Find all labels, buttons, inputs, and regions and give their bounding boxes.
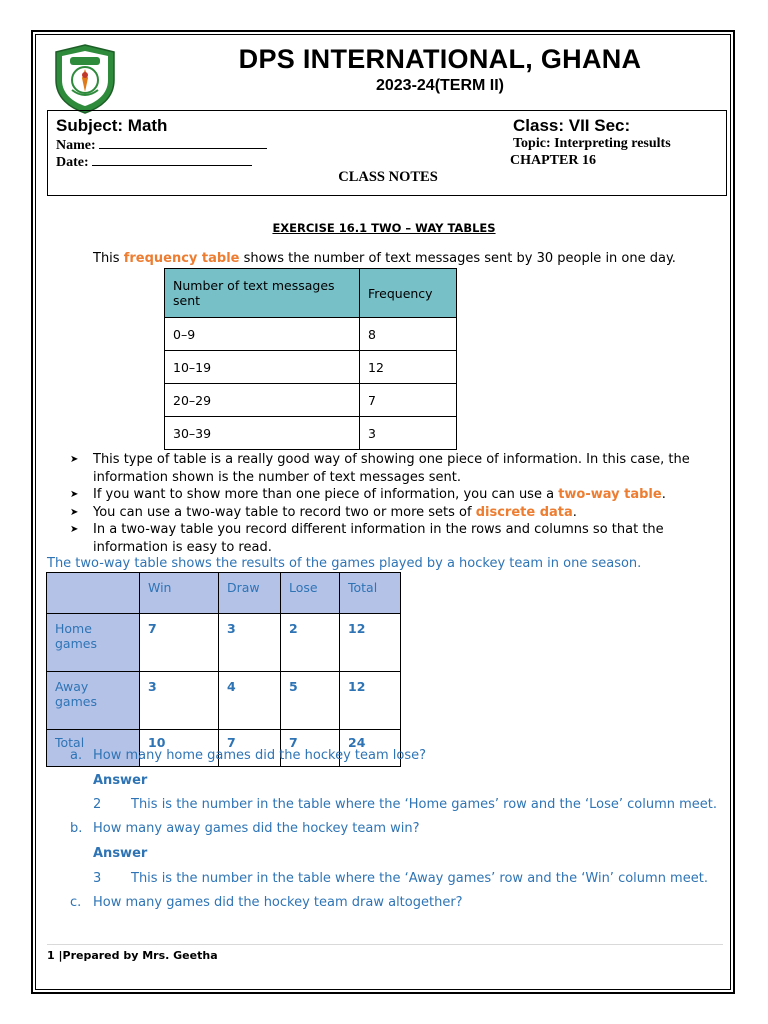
answer-value: 2	[93, 797, 102, 812]
question-text: How many home games did the hockey team lose?	[93, 748, 426, 763]
table-cell: 3	[140, 672, 219, 730]
table-cell: 20–29	[165, 384, 360, 417]
list-item: ➤ In a two-way table you record different information in the rows and columns so that the information is easy to read.	[70, 522, 664, 555]
class-label: Class: VII Sec:	[513, 116, 631, 135]
hockey-header-win: Win	[140, 573, 219, 614]
exercise-title: EXERCISE 16.1 TWO – WAY TABLES	[272, 221, 496, 235]
footer	[47, 949, 218, 962]
table-cell: 8	[360, 318, 457, 351]
answer-explanation: This is the number in the table where the ‘Home games’ row and the ‘Lose’ column meet.	[131, 797, 718, 812]
table-cell: 24	[340, 730, 401, 767]
arrow-bullet-icon: ➤	[70, 454, 79, 465]
subject-label: Subject: Math	[56, 116, 168, 135]
table-cell: 10–19	[165, 351, 360, 384]
freq-header-frequency: Frequency	[360, 269, 457, 318]
arrow-bullet-icon: ➤	[70, 524, 79, 535]
date-field[interactable]: Date:	[56, 153, 252, 171]
hockey-table	[46, 572, 401, 767]
hockey-intro: The two-way table shows the results of the games played by a hockey team in one season.	[47, 556, 642, 571]
row-label-total: Total	[47, 730, 140, 767]
table-cell: 12	[340, 614, 401, 672]
page-number: 1	[47, 949, 55, 962]
school-logo-icon	[50, 42, 120, 116]
term-year: 2023-24(TERM II)	[375, 77, 505, 94]
arrow-bullet-icon: ➤	[70, 489, 79, 500]
row-label-home-games: Home games	[47, 614, 140, 672]
chapter-label: CHAPTER 16	[510, 153, 596, 168]
freq-header-messages: Number of text messages sent	[165, 269, 360, 318]
table-cell: 7	[281, 730, 340, 767]
table-cell: 5	[281, 672, 340, 730]
bullet-list	[70, 451, 710, 556]
answer-label: Answer	[93, 846, 148, 861]
list-item: ➤ This type of table is a really good way of showing one piece of information. In this case, the information shown is the number of text messages sent.	[70, 452, 690, 485]
table-cell: 3	[360, 417, 457, 450]
footer-divider	[47, 944, 723, 945]
name-field[interactable]: Name:	[56, 136, 267, 154]
question-letter: c.	[70, 895, 82, 910]
table-cell: 3	[219, 614, 281, 672]
frequency-table	[164, 268, 457, 450]
row-label-away-games: Away games	[47, 672, 140, 730]
table-cell: 10	[140, 730, 219, 767]
hockey-header-lose: Lose	[281, 573, 340, 614]
table-cell: 7	[140, 614, 219, 672]
list-item: ➤ If you want to show more than one piece of information, you can use a two-way table.	[70, 487, 666, 502]
table-corner-cell	[47, 573, 140, 614]
frequency-intro: This frequency table shows the number of text messages sent by 30 people in one day.	[93, 251, 676, 266]
question-letter: a.	[70, 748, 83, 763]
prepared-by: |Prepared by Mrs. Geetha	[58, 949, 218, 962]
table-cell: 30–39	[165, 417, 360, 450]
answer-value: 3	[93, 871, 102, 886]
table-cell: 7	[360, 384, 457, 417]
hockey-header-draw: Draw	[219, 573, 281, 614]
answer-explanation: This is the number in the table where the ‘Away games’ row and the ‘Win’ column meet.	[131, 871, 708, 886]
hockey-header-total: Total	[340, 573, 401, 614]
table-cell: 2	[281, 614, 340, 672]
arrow-bullet-icon: ➤	[70, 506, 79, 518]
topic-label: Topic: Interpreting results	[513, 136, 671, 151]
table-cell: 7	[219, 730, 281, 767]
table-cell: 12	[340, 672, 401, 730]
school-name: DPS INTERNATIONAL, GHANA	[238, 44, 642, 74]
question-text: How many away games did the hockey team win?	[93, 821, 420, 836]
answer-label: Answer	[93, 773, 148, 788]
table-cell: 4	[219, 672, 281, 730]
list-item: ➤ You can use a two-way table to record two or more sets of discrete data.	[70, 504, 577, 520]
question-letter: b.	[70, 821, 83, 836]
question-text: How many games did the hockey team draw altogether?	[93, 895, 463, 910]
class-notes-title: CLASS NOTES	[338, 169, 438, 185]
table-cell: 12	[360, 351, 457, 384]
table-cell: 0–9	[165, 318, 360, 351]
info-box	[47, 110, 727, 196]
